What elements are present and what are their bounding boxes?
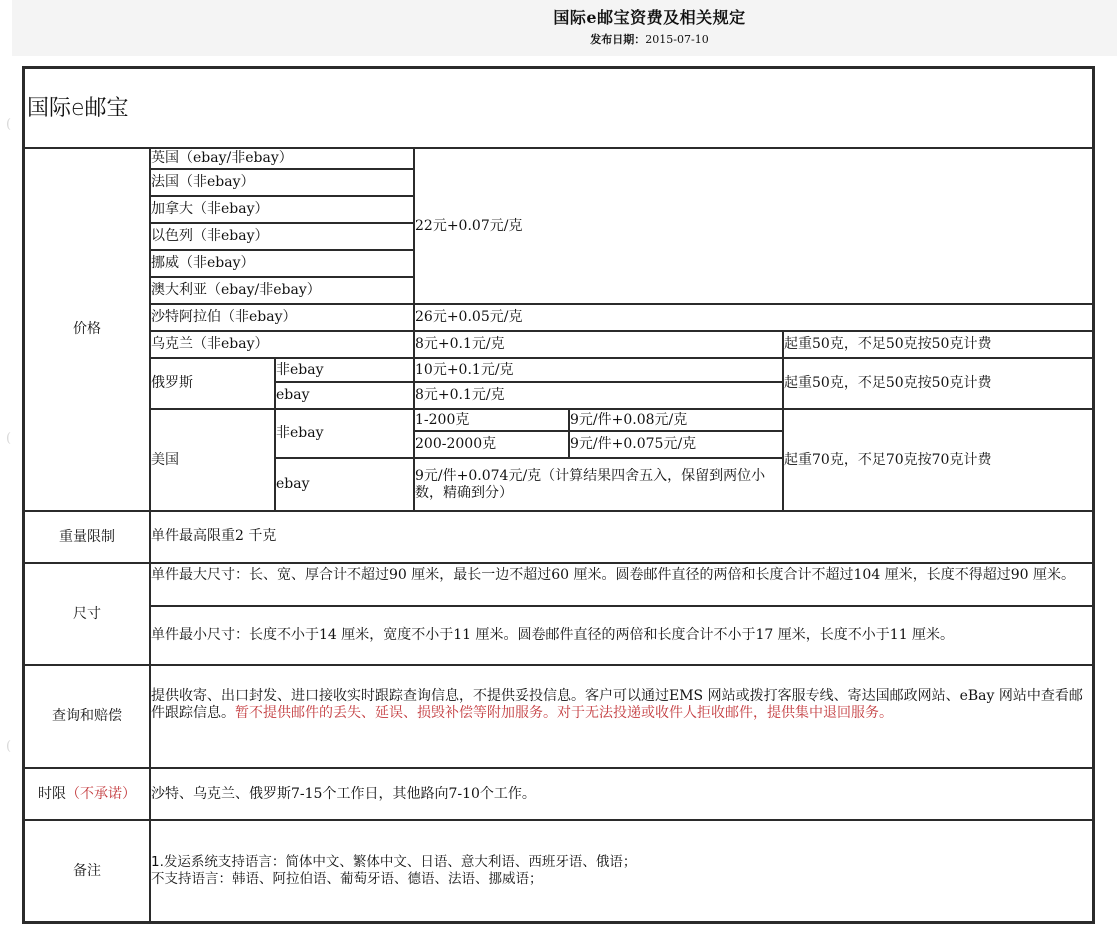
rate-cell: 26元+0.05元/克	[414, 304, 1092, 331]
country-cell: 澳大利亚（ebay/非ebay）	[150, 277, 414, 304]
publish-date-value: 2015-07-10	[645, 33, 709, 46]
time-limit-label-text: 时限	[38, 785, 66, 802]
margin-mark: (	[6, 739, 12, 754]
rate-cell: 22元+0.07元/克	[414, 149, 1092, 304]
channel-cell: 非ebay	[275, 409, 414, 458]
min-weight-note: 起重50克，不足50克按50克计费	[783, 331, 1092, 358]
size-min-value: 单件最小尺寸：长度不小于14 厘米，宽度不小于11 厘米。圆卷邮件直径的两倍和长度合计不小于17 厘米，长度不小于11 厘米。	[150, 606, 1092, 665]
table-row	[25, 606, 1092, 665]
remarks-value	[150, 820, 1092, 922]
margin-mark: (	[6, 117, 12, 132]
table-row	[25, 768, 1092, 820]
country-cell: 以色列（非ebay）	[150, 223, 414, 250]
table-row	[25, 511, 1092, 563]
country-cell: 加拿大（非ebay）	[150, 196, 414, 223]
table-row	[25, 304, 1092, 331]
weight-range-cell: 200-2000克	[414, 431, 569, 458]
tracking-value	[150, 665, 1092, 768]
remarks-line: 不支持语言：韩语、阿拉伯语、葡萄牙语、德语、法语、挪威语；	[151, 871, 543, 887]
rate-cell: 8元+0.1元/克	[414, 382, 783, 409]
channel-cell: 非ebay	[275, 358, 414, 382]
tracking-warning-text: 暂不提供邮件的丢失、延误、损毁补偿等附加服务。对于无法投递或收件人拒收邮件，提供集中退回服务。	[235, 705, 893, 721]
remarks-line: 1.发运系统支持语言：简体中文、繁体中文、日语、意大利语、西班牙语、俄语；	[151, 854, 637, 870]
rate-cell: 8元+0.1元/克	[414, 331, 783, 358]
time-limit-value: 沙特、乌克兰、俄罗斯7-15个工作日，其他路向7-10个工作。	[150, 768, 1092, 820]
min-weight-note: 起重50克，不足50克按50克计费	[783, 358, 1092, 409]
channel-cell: ebay	[275, 382, 414, 409]
min-weight-note: 起重70克，不足70克按70克计费	[783, 409, 1092, 511]
size-max-value: 单件最大尺寸：长、宽、厚合计不超过90 厘米，最长一边不超过60 厘米。圆卷邮件直径的两倍和长度合计不超过104 厘米，长度不得超过90 厘米。	[150, 563, 1092, 606]
rate-cell: 9元/件+0.074元/克（计算结果四舍五入，保留到两位小数，精确到分）	[414, 458, 783, 511]
country-cell: 法国（非ebay）	[150, 169, 414, 196]
country-cell: 美国	[150, 409, 275, 511]
publish-date	[12, 31, 1117, 47]
table-row	[25, 563, 1092, 606]
country-cell: 英国（ebay/非ebay）	[150, 149, 414, 169]
table-row	[25, 149, 1092, 169]
table-row	[25, 665, 1092, 768]
margin-mark: (	[6, 431, 12, 446]
rate-cell: 9元/件+0.075元/克	[569, 431, 783, 458]
table-row	[25, 820, 1092, 922]
table-row	[25, 358, 1092, 382]
section-title: 国际e邮宝	[25, 69, 1092, 149]
channel-cell: ebay	[275, 458, 414, 511]
no-guarantee-note: （不承诺）	[66, 785, 136, 802]
rate-cell: 9元/件+0.08元/克	[569, 409, 783, 431]
size-label: 尺寸	[25, 563, 150, 665]
publish-date-label: 发布日期：	[590, 33, 646, 46]
table-row	[25, 409, 1092, 431]
time-limit-label	[25, 768, 150, 820]
page-title: 国际e邮宝资费及相关规定	[553, 8, 746, 27]
country-cell: 挪威（非ebay）	[150, 250, 414, 277]
country-cell: 乌克兰（非ebay）	[150, 331, 414, 358]
country-cell: 沙特阿拉伯（非ebay）	[150, 304, 414, 331]
remarks-label: 备注	[25, 820, 150, 922]
weight-range-cell: 1-200克	[414, 409, 569, 431]
rates-table-frame	[22, 66, 1095, 924]
tracking-label: 查询和赔偿	[25, 665, 150, 768]
rate-cell: 10元+0.1元/克	[414, 358, 783, 382]
table-row	[25, 331, 1092, 358]
country-cell: 俄罗斯	[150, 358, 275, 409]
rates-table	[25, 149, 1092, 923]
tracking-text: 提供收寄、出口封发、进口接收实时跟踪查询信息，不提供妥投信息。客户可以通过EMS 网站或拨打客服专线、寄达国邮政网站、eBay 网站中查看邮件跟踪信息。	[151, 688, 1083, 721]
weight-limit-label: 重量限制	[25, 511, 150, 563]
price-label: 价格	[25, 149, 150, 511]
weight-limit-value: 单件最高限重2 千克	[150, 511, 1092, 563]
page-header	[12, 0, 1117, 56]
